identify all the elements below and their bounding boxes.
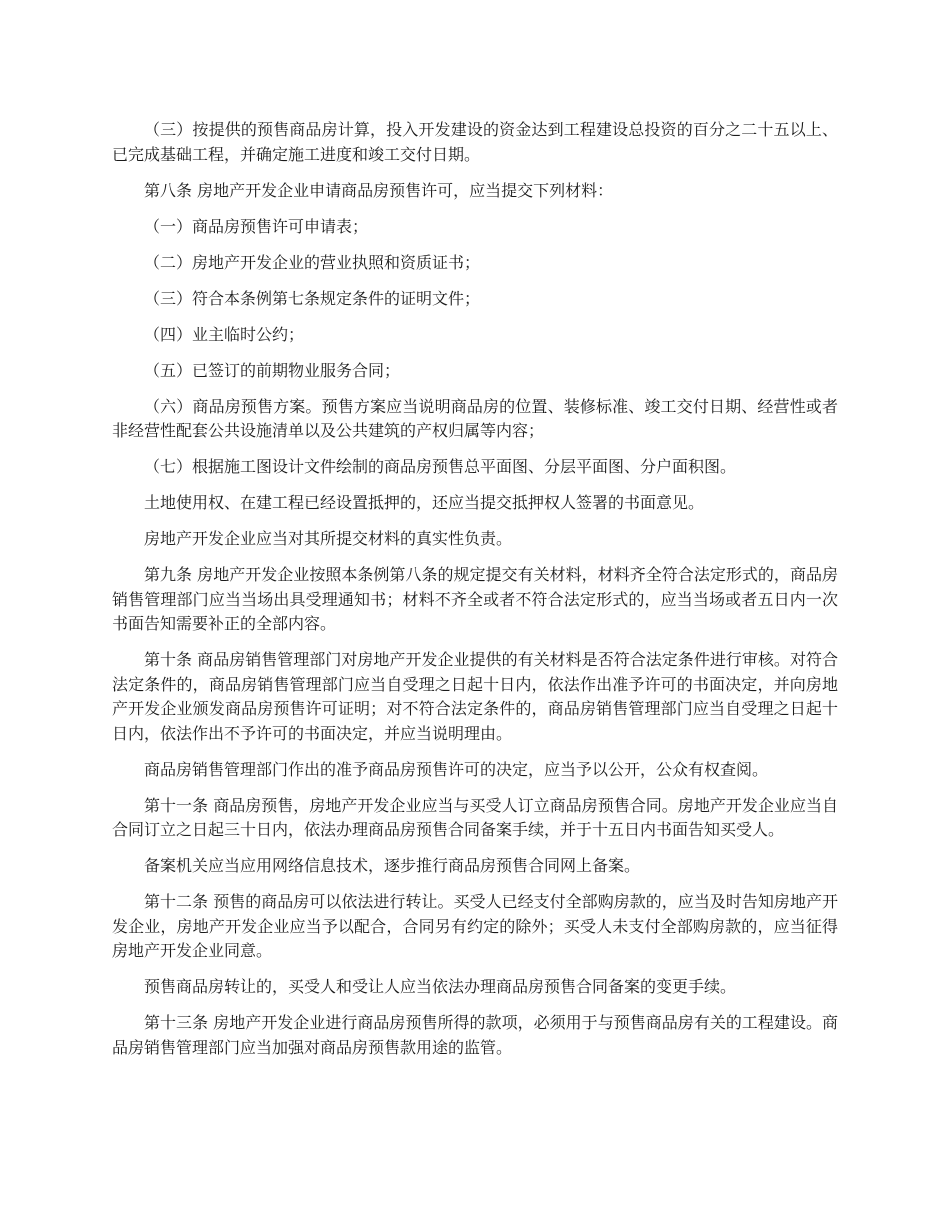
paragraph-item-4: （四）业主临时公约； [144,324,305,344]
paragraph-item-7: （七）根据施工图设计文件绘制的商品房预售总平面图、分层平面图、分户面积图。 [144,457,737,476]
paragraph-article-10: 第十条 商品房销售管理部门对房地产开发企业提供的有关材料是否符合法定条件进行审核。对符合法定条件的，商品房销售管理部门应当自受理之日起十日内，依法作出准予许可的书面决定，并向房地产开发企业颁发商品房预售许可证明；对不符合法定条件的，商品房销售管理部门应当自受理之日起十日内，依法作出不予许可的书面决定，并应当说明理由。 [112,650,838,743]
paragraph-article-12: 第十二条 预售的商品房可以依法进行转让。买受人已经支付全部购房款的，应当及时告知房地产开发企业，房地产开发企业应当予以配合，合同另有约定的除外；买受人未支付全部购房款的，应当征得房地产开发企业同意。 [112,892,838,960]
paragraph-mortgage-note: 土地使用权、在建工程已经设置抵押的，还应当提交抵押权人签署的书面意见。 [144,493,705,512]
paragraph-item-1: （一）商品房预售许可申请表； [144,216,369,236]
paragraph-online-filing-note: 备案机关应当应用网络信息技术，逐步推行商品房预售合同网上备案。 [144,856,641,875]
paragraph-transfer-note: 预售商品房转让的，买受人和受让人应当依法办理商品房预售合同备案的变更手续。 [144,977,737,996]
paragraph-article-11: 第十一条 商品房预售，房地产开发企业应当与买受人订立商品房预售合同。房地产开发企业应当自合同订立之日起三十日内，依法办理商品房预售合同备案手续，并于十五日内书面告知买受人。 [112,795,838,839]
paragraph-article-9: 第九条 房地产开发企业按照本条例第八条的规定提交有关材料，材料齐全符合法定形式的，商品房销售管理部门应当当场出具受理通知书；材料不齐全或者不符合法定形式的，应当当场或者五日内一次书面告知需要补正的全部内容。 [112,565,838,633]
paragraph-item-3: （三）符合本条例第七条规定条件的证明文件； [144,288,481,308]
paragraph-article-8: 第八条 房地产开发企业申请商品房预售许可，应当提交下列材料： [144,180,614,200]
paragraph-item-5: （五）已签订的前期物业服务合同； [144,360,401,380]
paragraph-disclosure-note: 商品房销售管理部门作出的准予商品房预售许可的决定，应当予以公开，公众有权查阅。 [144,759,769,779]
paragraph-clause-3: （三）按提供的预售商品房计算，投入开发建设的资金达到工程建设总投资的百分之二十五以上、已完成基础工程，并确定施工进度和竣工交付日期。 [112,120,838,164]
paragraph-article-13: 第十三条 房地产开发企业进行商品房预售所得的款项，必须用于与预售商品房有关的工程建设。商品房销售管理部门应当加强对商品房预售款用途的监管。 [112,1013,838,1057]
paragraph-item-2: （二）房地产开发企业的营业执照和资质证书； [144,252,481,272]
paragraph-item-6: （六）商品房预售方案。预售方案应当说明商品房的位置、装修标准、竣工交付日期、经营性或者非经营性配套公共设施清单以及公共建筑的产权归属等内容； [112,396,838,440]
paragraph-authenticity-note: 房地产开发企业应当对其所提交材料的真实性负责。 [144,529,513,548]
document-page [112,118,838,1072]
